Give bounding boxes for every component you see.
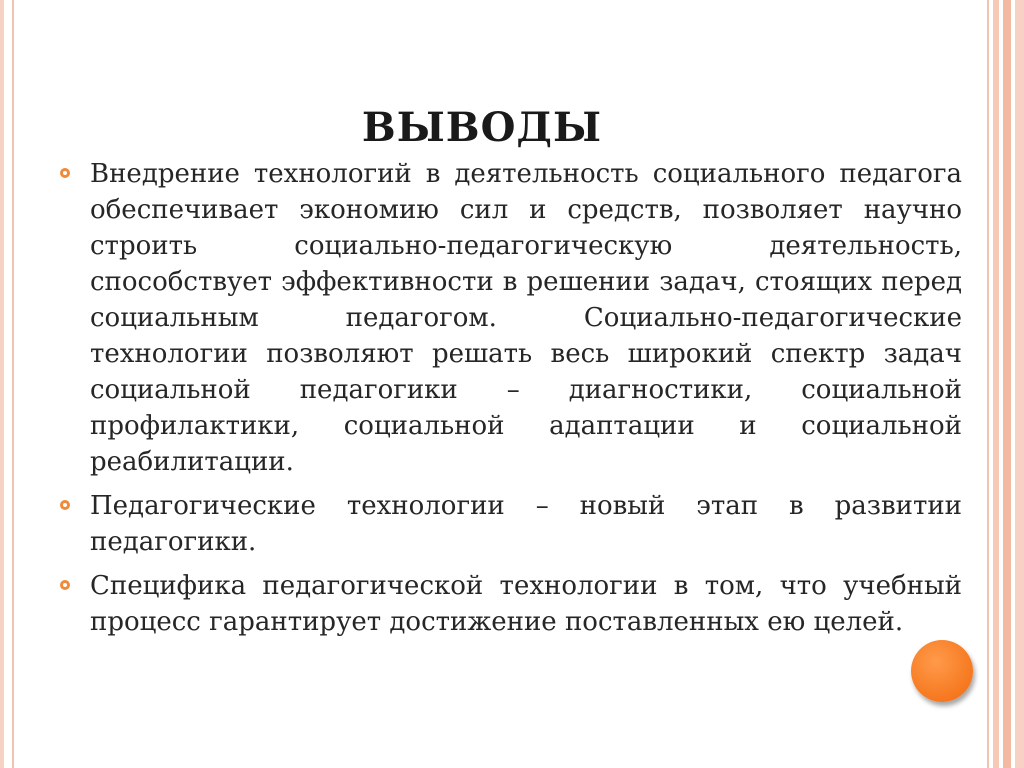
right-stripe-1 [993, 0, 999, 768]
bullet-text: Внедрение технологий в деятельность социального педагога обеспечивает экономию сил и средств, позволяет научно строить социально-педагогическую деятельность, способствует эффективности в решении задач, стоящих перед социальным педагогом. Социально-педагогические технологии позволяют решать весь широкий спектр задач социальной педагогики – диагностики, социальной профилактики, социальной адаптации и социальной реабилитации. [90, 159, 962, 477]
bullet-text: Педагогические технологии – новый этап в развитии педагогики. [90, 491, 962, 557]
left-border-stripe [0, 0, 4, 768]
orange-circle-decoration [911, 640, 973, 702]
bullet-item [60, 488, 962, 560]
bullet-item [60, 568, 962, 640]
bullet-ring-icon [60, 168, 70, 178]
bullet-item [60, 156, 962, 480]
right-stripe-2 [1003, 0, 1011, 768]
bullet-ring-icon [60, 580, 70, 590]
bullet-text: Специфика педагогической технологии в том, что учебный процесс гарантирует достижение поставленных ею целей. [90, 571, 962, 637]
bullet-list [60, 156, 962, 648]
right-stripe-3 [1015, 0, 1024, 768]
slide-title: ВЫВОДЫ [361, 104, 603, 151]
bullet-ring-icon [60, 500, 70, 510]
